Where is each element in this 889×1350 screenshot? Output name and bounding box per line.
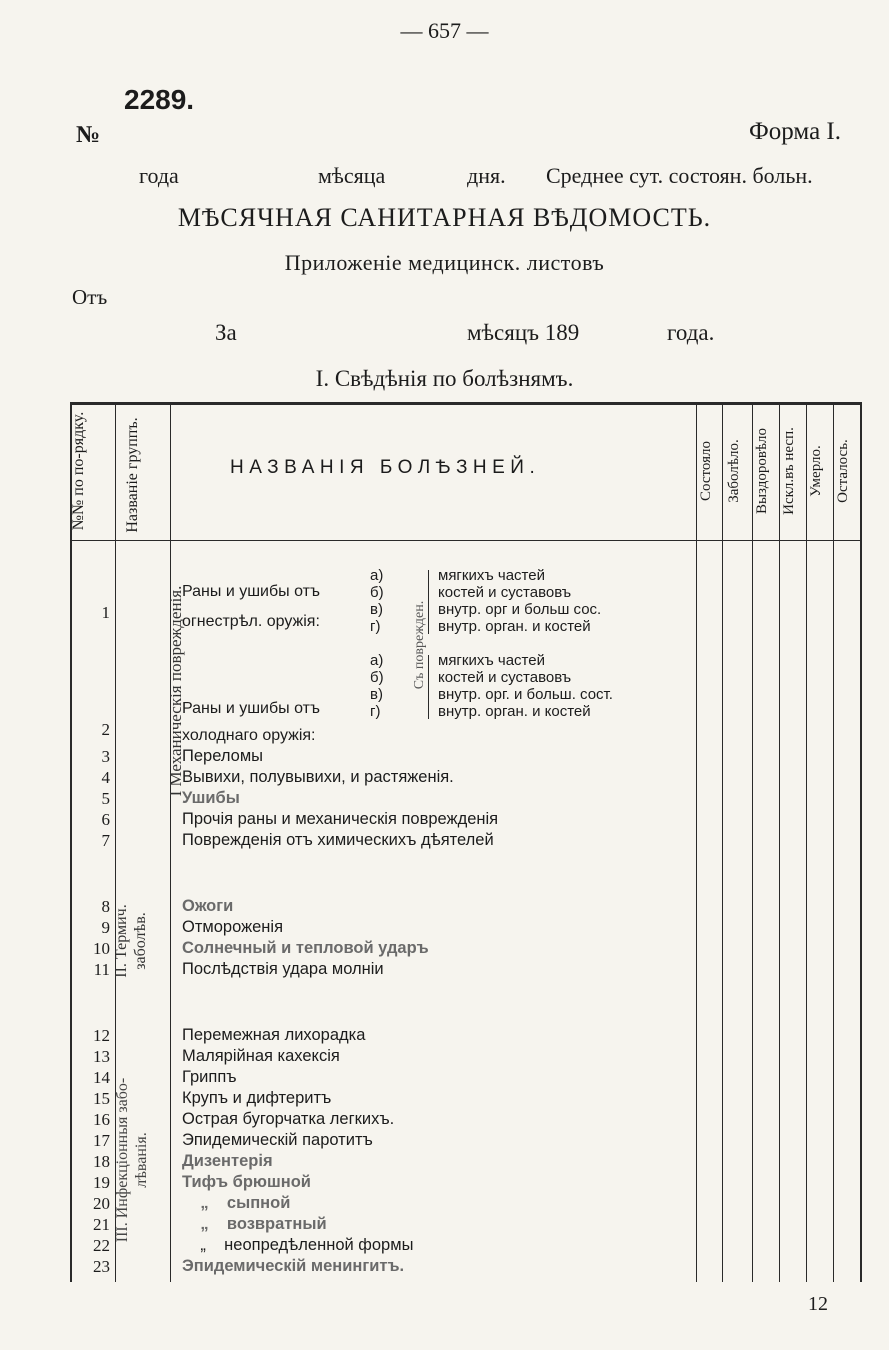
row-number: 3 (101, 747, 110, 766)
injury-letters: а) б) в) г) (370, 652, 384, 720)
from-label: Отъ (72, 285, 108, 309)
row-number: 5 (101, 789, 110, 808)
injury-parts: мягкихъ частей костей и суставовъ внутр. орг. и больш. сост. внутр. орган. и костей (438, 652, 613, 720)
col-divider-stat-5 (833, 404, 834, 1282)
header-bottom-line (72, 540, 860, 541)
col-divider-stat-1 (722, 404, 723, 1282)
row-number: 16 (93, 1110, 110, 1129)
col-divider-stat-4 (806, 404, 807, 1282)
row-number: 2 (101, 720, 110, 739)
header-group: Названіе группъ. (124, 417, 141, 533)
row-number: 20 (93, 1194, 110, 1213)
header-stat-existing: Состояло (698, 441, 714, 501)
page-title: МѢСЯЧНАЯ САНИТАРНАЯ ВѢДОМОСТЬ. (177, 203, 712, 232)
col-divider-group (170, 404, 171, 1282)
injury-letters: а) б) в) г) (370, 567, 384, 635)
table-right-border (860, 402, 862, 1282)
disease-name: Гриппъ (182, 1068, 237, 1086)
header-number: №№ по по-рядку. (70, 411, 87, 531)
header-stat-excluded: Искл.въ несп. (781, 427, 797, 515)
row-number: 6 (101, 810, 110, 829)
header-disease-names: НАЗВАНІЯ БОЛѢЗНЕЙ. (230, 457, 541, 478)
header-stat-recovered: Выздоровѣло (754, 427, 770, 515)
col-divider-names (696, 404, 697, 1282)
signature-number: 12 (808, 1293, 828, 1315)
disease-name: Перемежная лихорадка (182, 1026, 366, 1044)
row-number: 15 (93, 1089, 110, 1108)
disease-name: Солнечный и тепловой ударъ (182, 939, 429, 957)
col-divider-stat-2 (752, 404, 753, 1282)
row-number: 23 (93, 1257, 110, 1276)
group-mechanical: I Механическія поврежденія. (166, 585, 185, 797)
period-year-label: года. (667, 320, 715, 345)
row-number: 7 (101, 831, 110, 850)
row-number: 17 (93, 1131, 110, 1150)
row-number: 22 (93, 1236, 110, 1255)
date-year-label: года (139, 163, 179, 188)
disease-name: Дизентерія (182, 1152, 273, 1170)
row-number: 9 (101, 918, 110, 937)
row-number: 19 (93, 1173, 110, 1192)
row-number: 21 (93, 1215, 110, 1234)
date-month-label: мѣсяца (318, 163, 386, 188)
disease-name: Эпидемическій паротитъ (182, 1131, 373, 1149)
row-number: 1 (101, 603, 110, 622)
section-title: I. Свѣдѣнія по болѣзнямъ. (315, 366, 574, 391)
disease-name: Поврежденія отъ химическихъ дѣятелей (182, 831, 494, 849)
header-stat-fell-ill: Заболѣло. (726, 439, 742, 503)
date-day-label: дня. (467, 163, 506, 188)
table-left-border (70, 402, 72, 1282)
disease-name: „ неопредѣленной формы (182, 1236, 414, 1254)
injury-line-1: Раны и ушибы отъ (182, 583, 320, 600)
number-sign: № (76, 122, 101, 148)
group-thermal: II. Термич. заболѣв. (113, 904, 149, 978)
row-number: 4 (101, 768, 110, 787)
form-label: Форма I. (749, 118, 841, 145)
subtitle: Приложеніе медицинск. листовъ (284, 250, 605, 275)
header-stat-died: Умерло. (808, 445, 824, 497)
col-divider-stat-3 (779, 404, 780, 1282)
row-number: 14 (93, 1068, 110, 1087)
period-za-label: За (215, 320, 237, 345)
disease-name: Отмороженія (182, 918, 284, 936)
with-injury-label: Съ поврежден. (412, 600, 427, 690)
table-top-border (70, 402, 862, 405)
injury-line-2: огнестрѣл. оружія: (182, 613, 320, 630)
row-number: 18 (93, 1152, 110, 1171)
disease-name: Послѣдствія удара молніи (182, 960, 384, 978)
disease-name: Переломы (182, 747, 264, 765)
disease-name: „ сыпной (182, 1194, 291, 1212)
disease-name: Крупъ и дифтеритъ (182, 1089, 332, 1107)
page-number: — 657 — (400, 18, 489, 43)
disease-name: Прочія раны и механическія поврежденія (182, 810, 499, 828)
period-month-label: мѣсяцъ 189 (467, 320, 580, 345)
row-number: 11 (93, 960, 110, 979)
disease-name: Тифъ брюшной (182, 1173, 311, 1191)
disease-name: Вывихи, полувывихи, и растяженія. (182, 768, 454, 786)
disease-name: Малярійная кахексія (182, 1047, 340, 1065)
row-number: 8 (101, 897, 110, 916)
injury-line-2: холоднаго оружія: (182, 727, 316, 744)
group-infectious: III. Инфекціонныя забо-лѣванія. (114, 1077, 150, 1243)
disease-name: Ушибы (182, 789, 240, 807)
row-number: 12 (93, 1026, 110, 1045)
document-number: 2289. (124, 84, 195, 115)
injury-parts: мягкихъ частей костей и суставовъ внутр. орг и больш сос. внутр. орган. и костей (438, 567, 602, 635)
disease-name: „ возвратный (182, 1215, 327, 1233)
injury-line-1: Раны и ушибы отъ (182, 700, 320, 717)
disease-name: Эпидемическій менингитъ. (182, 1257, 405, 1275)
row-number: 10 (93, 939, 110, 958)
row-number: 13 (93, 1047, 110, 1066)
header-stat-remaining: Осталось. (835, 439, 851, 503)
disease-name: Ожоги (182, 897, 234, 915)
average-patients-label: Среднее сут. состоян. больн. (546, 163, 813, 188)
disease-name: Острая бугорчатка легкихъ. (182, 1110, 395, 1128)
